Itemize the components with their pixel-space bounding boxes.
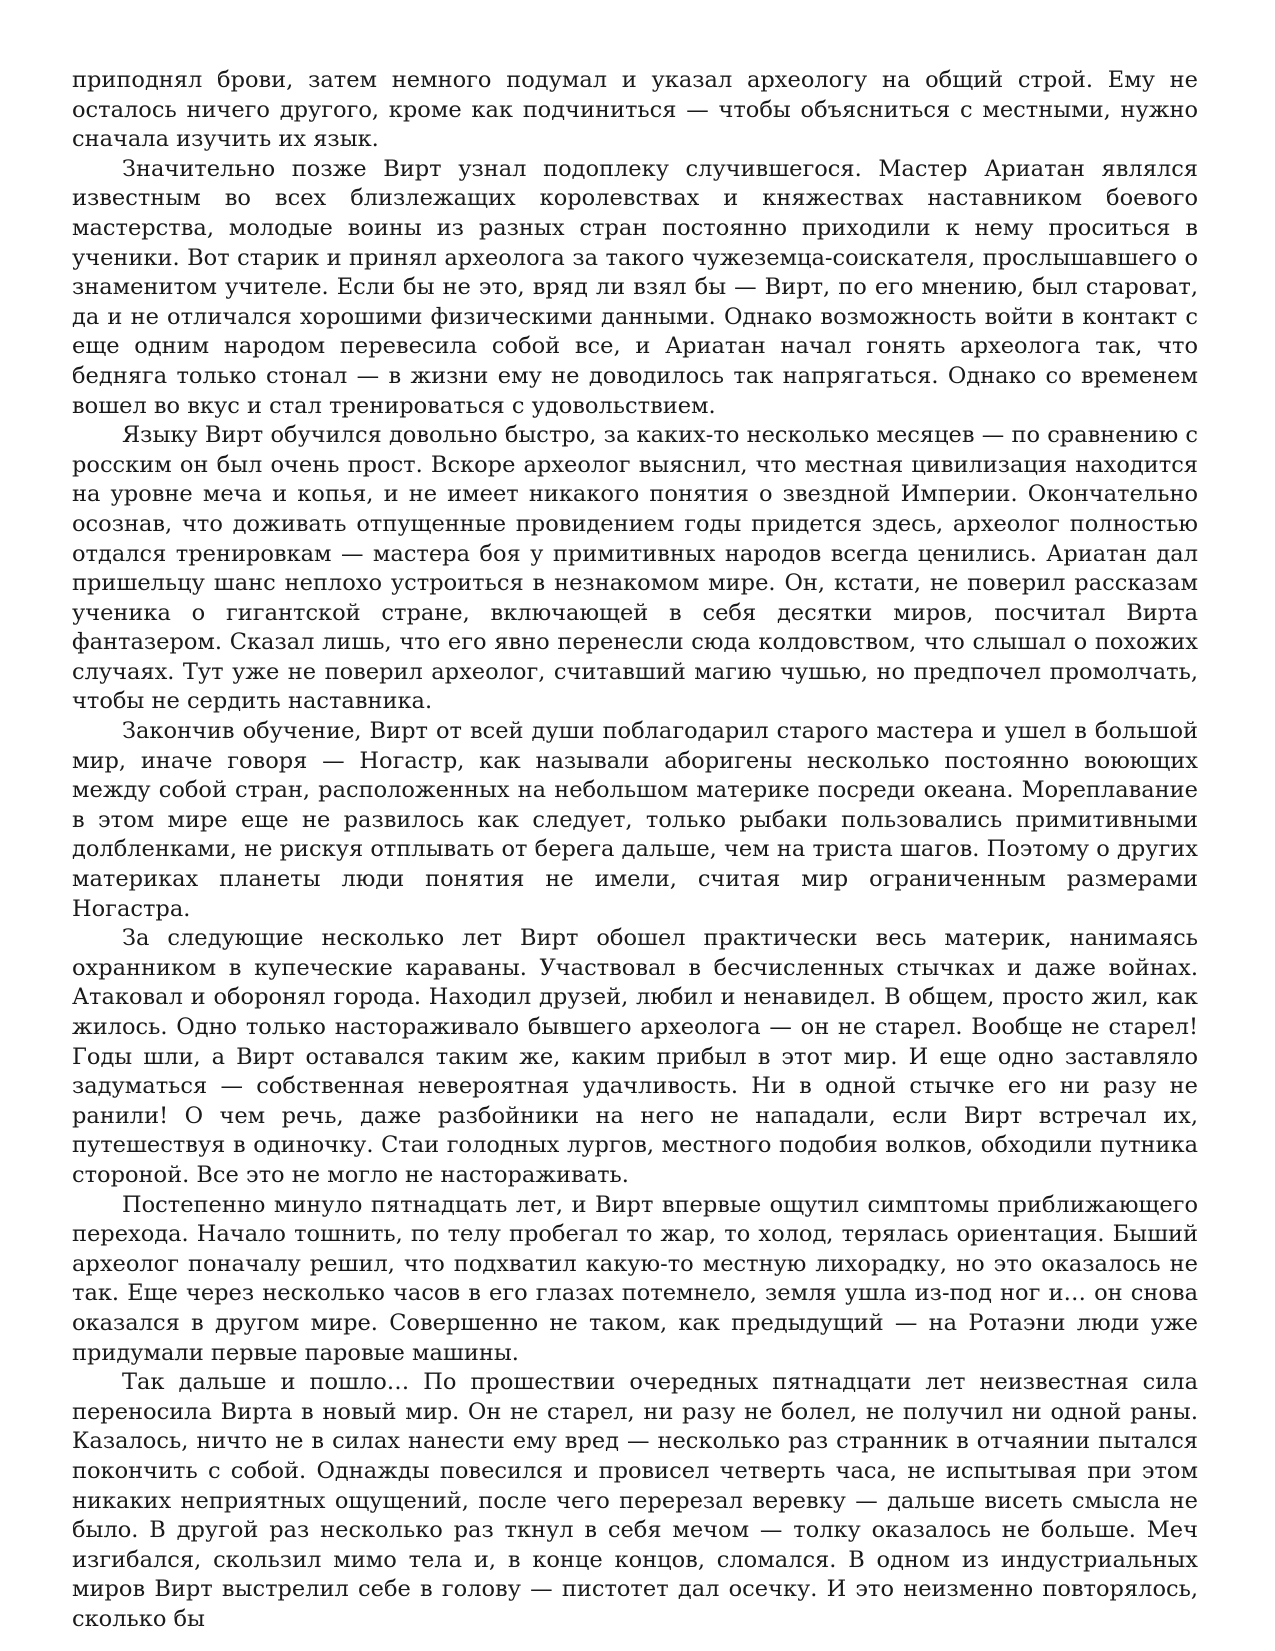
paragraph: Значительно позже Вирт узнал подоплеку случившегося. Мастер Ариатан являлся известным во всех близлежащих королевствах и княжествах наставником боевого мастерства, молодые воины из разных стран постоянно приходили к нему проситься в ученики. Вот старик и принял археолога за такого чужеземца-соискателя, прослышавшего о знаменитом учителе. Если бы не это, вряд ли взял бы — Вирт, по его мнению, был староват, да и не отличался хорошими физическими данными. Однако возможность войти в контакт с еще одним народом перевесила собой все, и Ариатан начал гонять археолога так, что бедняга только стонал — в жизни ему не доводилось так напрягаться. Однако со временем вошел во вкус и стал тренироваться с удовольствием.	[72, 155, 1198, 419]
document-page	[72, 66, 1198, 1634]
paragraph: приподнял брови, затем немного подумал и указал археологу на общий строй. Ему не осталось ничего другого, кроме как подчиниться — чтобы объясниться с местными, нужно сначала изучить их язык.	[72, 67, 1198, 153]
paragraph: Закончив обучение, Вирт от всей души поблагодарил старого мастера и ушел в большой мир, иначе говоря — Ногастр, как называли аборигены несколько постоянно воюющих между собой стран, расположенных на небольшом материке посреди океана. Мореплавание в этом мире еще не развилось как следует, только рыбаки пользовались примитивными долбленками, не рискуя отплывать от берега дальше, чем на триста шагов. Поэтому о других материках планеты люди понятия не имели, считая мир ограниченным размерами Ногастра.	[72, 718, 1198, 922]
paragraph: За следующие несколько лет Вирт обошел практически весь материк, нанимаясь охранником в купеческие караваны. Участвовал в бесчисленных стычках и даже войнах. Атаковал и оборонял города. Находил друзей, любил и ненавидел. В общем, просто жил, как жилось. Одно только настораживало бывшего археолога — он не старел. Вообще не старел! Годы шли, а Вирт оставался таким же, каким прибыл в этот мир. И еще одно заставляло задуматься — собственная невероятная удачливость. Ни в одной стычке его ни разу не ранили! О чем речь, даже разбойники на него не нападали, если Вирт встречал их, путешествуя в одиночку. Стаи голодных лургов, местного подобия волков, обходили путника стороной. Все это не могло не настораживать.	[72, 925, 1198, 1188]
paragraph: Так дальше и пошло… По прошествии очередных пятнадцати лет неизвестная сила переносила Вирта в новый мир. Он не старел, ни разу не болел, не получил ни одной раны. Казалось, ничто не в силах нанести ему вред — несколько раз странник в отчаянии пытался покончить с собой. Однажды повесился и провисел четверть часа, не испытывая при этом никаких неприятных ощущений, после чего перерезал веревку — дальше висеть смысла не было. В другой раз несколько раз ткнул в себя мечом — толку оказалось не больше. Меч изгибался, скользил мимо тела и, в конце концов, сломался. В одном из индустриальных миров Вирт выстрелил себе в голову — пистотет дал осечку. И это неизменно повторялось, сколько бы	[72, 1369, 1198, 1632]
paragraph: Постепенно минуло пятнадцать лет, и Вирт впервые ощутил симптомы приближающего перехода. Начало тошнить, по телу пробегал то жар, то холод, терялась ориентация. Быший археолог поначалу решил, что подхватил какую-то местную лихорадку, но это оказалось не так. Еще через несколько часов в его глазах потемнело, земля ушла из-под ног и… он снова оказался в другом мире. Совершенно не таком, как предыдущий — на Ротаэни люди уже придумали первые паровые машины.	[72, 1191, 1198, 1366]
paragraph: Языку Вирт обучился довольно быстро, за каких-то несколько месяцев — по сравнению с росским он был очень прост. Вскоре археолог выяснил, что местная цивилизация находится на уровне меча и копья, и не имеет никакого понятия о звездной Империи. Окончательно осознав, что доживать отпущенные провидением годы придется здесь, археолог полностью отдался тренировкам — мастера боя у примитивных народов всегда ценились. Ариатан дал пришельцу шанс неплохо устроиться в незнакомом мире. Он, кстати, не поверил рассказам ученика о гигантской стране, включающей в себя десятки миров, посчитал Вирта фантазером. Сказал лишь, что его явно перенесли сюда колдовством, что слышал о похожих случаях. Тут уже не поверил археолог, считавший магию чушью, но предпочел промолчать, чтобы не сердить наставника.	[72, 422, 1198, 715]
